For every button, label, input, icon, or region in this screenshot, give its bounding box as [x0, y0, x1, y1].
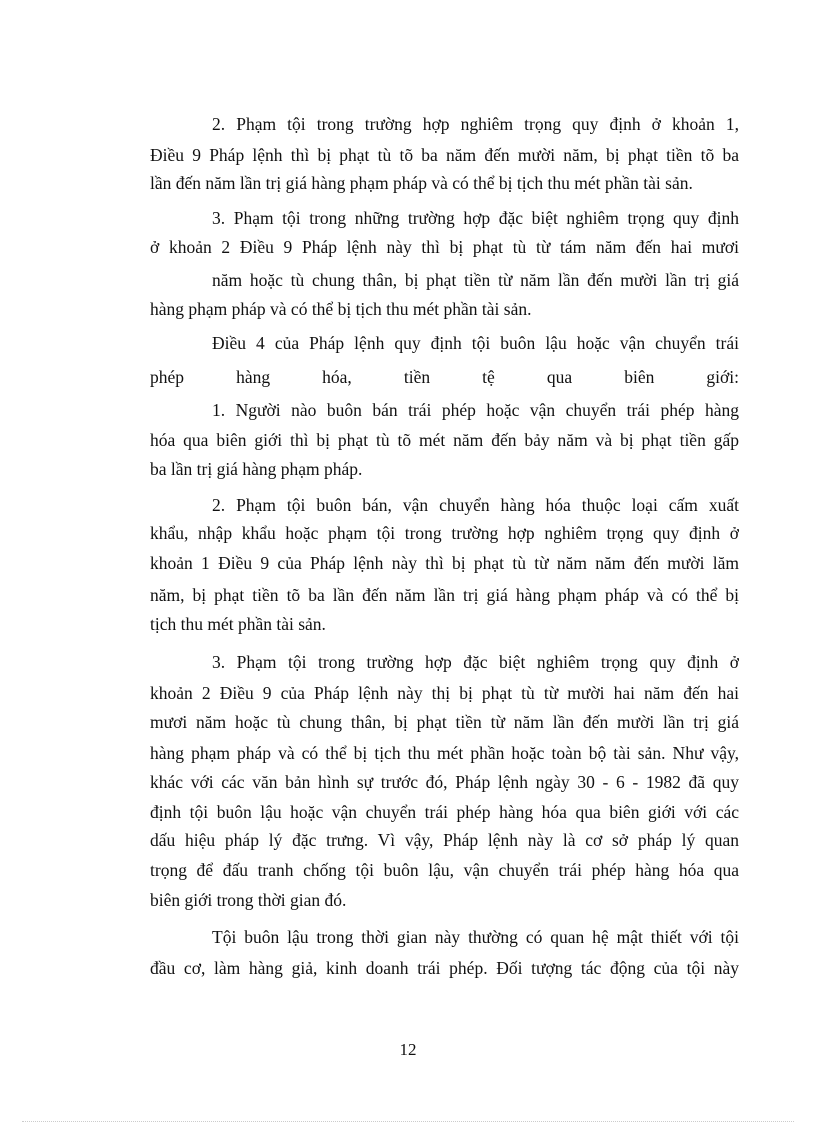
text-line: dấu hiệu pháp lý đặc trưng. Vì vậy, Pháp lệnh này là cơ sở pháp lý quan — [150, 830, 739, 850]
text-line: Điều 4 của Pháp lệnh quy định tội buôn lậu hoặc vận chuyển trái — [212, 333, 739, 353]
text-line: trọng để đấu tranh chống tội buôn lậu, vận chuyển trái phép hàng hóa qua — [150, 860, 739, 880]
text-line: phép hàng hóa, tiền tệ qua biên giới: — [150, 367, 739, 387]
text-line: 3. Phạm tội trong những trường hợp đặc biệt nghiêm trọng quy định — [212, 208, 739, 228]
text-line: Tội buôn lậu trong thời gian này thường có quan hệ mật thiết với tội — [212, 927, 739, 947]
text-line: năm hoặc tù chung thân, bị phạt tiền từ năm lần đến mười lần trị giá — [212, 270, 739, 290]
page-number: 12 — [399, 1040, 417, 1059]
text-line: lần đến năm lần trị giá hàng phạm pháp và có thể bị tịch thu mét phần tài sản. — [150, 173, 693, 193]
text-line: 2. Phạm tội trong trường hợp nghiêm trọng quy định ở khoản 1, — [212, 114, 739, 134]
text-line: hàng phạm pháp và có thể bị tịch thu mét phần hoặc toàn bộ tài sản. Như vậy, — [150, 743, 739, 763]
text-line: biên giới trong thời gian đó. — [150, 890, 347, 910]
text-line: 3. Phạm tội trong trường hợp đặc biệt nghiêm trọng quy định ở — [212, 652, 739, 672]
text-line: khẩu, nhập khẩu hoặc phạm tội trong trường hợp nghiêm trọng quy định ở — [150, 523, 739, 543]
text-line: năm, bị phạt tiền tõ ba lần đến năm lần trị giá hàng phạm pháp và có thể bị — [150, 585, 739, 605]
text-line: khác với các văn bản hình sự trước đó, Pháp lệnh ngày 30 - 6 - 1982 đã quy — [150, 772, 739, 792]
text-line: hàng phạm pháp và có thể bị tịch thu mét phần tài sản. — [150, 299, 532, 319]
text-line: Điều 9 Pháp lệnh thì bị phạt tù tõ ba năm đến mười năm, bị phạt tiền tõ ba — [150, 145, 739, 165]
text-line: khoản 2 Điều 9 của Pháp lệnh này thị bị phạt tù từ mười hai năm đến hai — [150, 683, 739, 703]
text-line: khoản 1 Điều 9 của Pháp lệnh này thì bị phạt tù từ năm năm đến mười lăm — [150, 553, 739, 573]
text-line: 2. Phạm tội buôn bán, vận chuyển hàng hóa thuộc loại cấm xuất — [212, 495, 739, 515]
text-line: đầu cơ, làm hàng giả, kinh doanh trái phép. Đối tượng tác động của tội này — [150, 958, 739, 978]
text-line: hóa qua biên giới thì bị phạt tù tõ mét năm đến bảy năm và bị phạt tiền gấp — [150, 430, 739, 450]
page-bottom-divider — [22, 1121, 794, 1122]
text-line: ba lần trị giá hàng phạm pháp. — [150, 459, 363, 479]
text-line: mươi năm hoặc tù chung thân, bị phạt tiền từ năm lần đến mười lần trị giá — [150, 712, 739, 732]
text-line: ở khoản 2 Điều 9 Pháp lệnh này thì bị phạt tù từ tám năm đến hai mươi — [150, 237, 739, 257]
text-line: 1. Người nào buôn bán trái phép hoặc vận chuyển trái phép hàng — [212, 400, 739, 420]
text-line: định tội buôn lậu hoặc vận chuyển trái phép hàng hóa qua biên giới với các — [150, 802, 739, 822]
text-line: tịch thu mét phần tài sản. — [150, 614, 326, 634]
